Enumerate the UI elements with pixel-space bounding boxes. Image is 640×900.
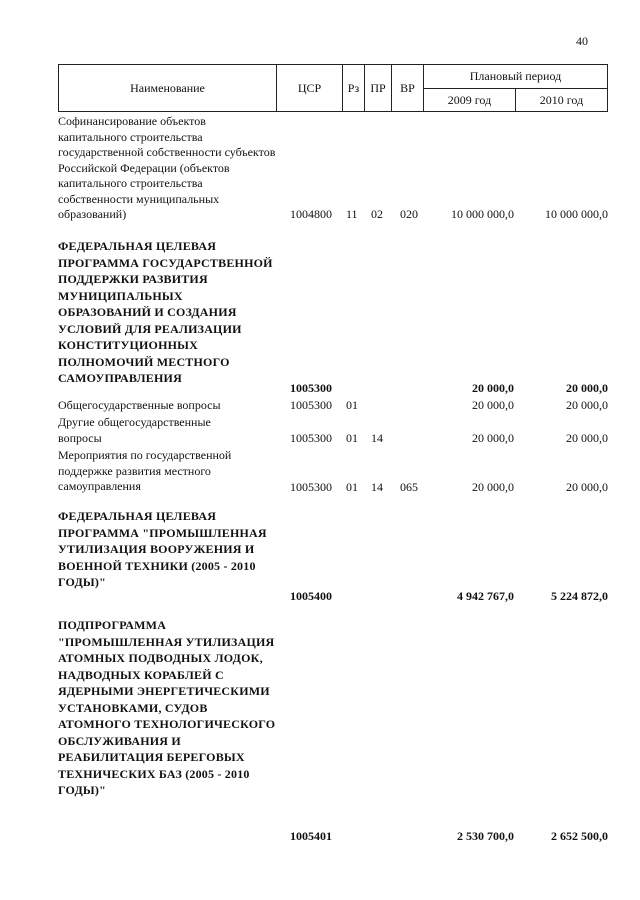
table-row [58, 114, 608, 224]
header-rz: Рз [347, 80, 360, 95]
row-value-2009: 20 000,0 [472, 480, 514, 494]
row-csr: 1005401 [290, 829, 332, 843]
row-value-2010: 2 652 500,0 [551, 829, 608, 843]
row-value-2010: 20 000,0 [566, 431, 608, 445]
table-row [58, 415, 608, 447]
row-value-2010: 20 000,0 [566, 381, 608, 395]
row-value-2010: 10 000 000,0 [545, 207, 608, 221]
row-name: Мероприятия по государственной поддержке развития местного самоуправления [58, 448, 232, 493]
row-name: Другие общегосударственные вопросы [58, 415, 211, 445]
row-name: ПОДПРОГРАММА "ПРОМЫШЛЕННАЯ УТИЛИЗАЦИЯ АТОМНЫХ ПОДВОДНЫХ ЛОДОК, НАДВОДНЫХ КОРАБЛЕЙ С ЯДЕРНЫМИ ЭНЕРГЕТИЧЕСКИМИ УСТАНОВКАМИ, СУДОВ АТОМНОГО ТЕХНОЛОГИЧЕСКОГО ОБСЛУЖИВАНИЯ И РЕАБИЛИТАЦИЯ БЕРЕГОВЫХ ТЕХНИЧЕСКИХ БАЗ (2005 - 2010 ГОДЫ)" [58, 618, 276, 797]
row-csr: 1005300 [290, 381, 332, 395]
row-csr: 1004800 [290, 207, 332, 221]
row-rz: 01 [346, 480, 358, 494]
row-pr: 14 [371, 431, 383, 445]
row-pr: 14 [371, 480, 383, 494]
row-csr: 1005300 [290, 480, 332, 494]
page-number: 40 [576, 34, 588, 48]
header-year-2009: 2009 год [447, 92, 492, 107]
row-value-2009: 10 000 000,0 [451, 207, 514, 221]
row-vr: 065 [400, 480, 418, 494]
row-value-2009: 4 942 767,0 [457, 589, 514, 603]
row-rz: 01 [346, 398, 358, 412]
row-name: Общегосударственные вопросы [58, 398, 221, 412]
row-name: ФЕДЕРАЛЬНАЯ ЦЕЛЕВАЯ ПРОГРАММА "ПРОМЫШЛЕННАЯ УТИЛИЗАЦИЯ ВООРУЖЕНИЯ И ВОЕННОЙ ТЕХНИКИ (2005 - 2010 ГОДЫ)" [58, 509, 267, 589]
row-csr: 1005300 [290, 398, 332, 412]
row-value-2010: 5 224 872,0 [551, 589, 608, 603]
table-row [58, 398, 608, 414]
row-value-2009: 20 000,0 [472, 381, 514, 395]
row-value-2009: 2 530 700,0 [457, 829, 514, 843]
header-csr: ЦСР [297, 80, 322, 95]
header-year-2010: 2010 год [539, 92, 584, 107]
row-rz: 11 [346, 207, 358, 221]
row-pr: 02 [371, 207, 383, 221]
row-vr: 020 [400, 207, 418, 221]
header-pr: ПР [370, 80, 386, 95]
table-row [58, 448, 608, 496]
header-name: Наименование [130, 80, 205, 95]
row-csr: 1005400 [290, 589, 332, 603]
row-csr: 1005300 [290, 431, 332, 445]
table-row [58, 617, 608, 847]
row-name: Софинансирование объектов капитального строительства государственной собственности субъектов Российской Федерации (объектов капитального строительства собственности муниципальных образований) [58, 114, 276, 221]
header-planned-period: Плановый период [469, 69, 562, 83]
row-rz: 01 [346, 431, 358, 445]
header-vr: ВР [400, 80, 415, 95]
row-value-2009: 20 000,0 [472, 398, 514, 412]
row-value-2009: 20 000,0 [472, 431, 514, 445]
table-header [58, 64, 608, 112]
row-value-2010: 20 000,0 [566, 398, 608, 412]
row-name: ФЕДЕРАЛЬНАЯ ЦЕЛЕВАЯ ПРОГРАММА ГОСУДАРСТВЕННОЙ ПОДДЕРЖКИ РАЗВИТИЯ МУНИЦИПАЛЬНЫХ ОБРАЗОВАНИЙ И СОЗДАНИЯ УСЛОВИЙ ДЛЯ РЕАЛИЗАЦИИ КОНСТИТУЦИОННЫХ ПОЛНОМОЧИЙ МЕСТНОГО САМОУПРАВЛЕНИЯ [58, 239, 273, 385]
row-value-2010: 20 000,0 [566, 480, 608, 494]
table-row [58, 238, 608, 398]
table-row [58, 508, 608, 608]
